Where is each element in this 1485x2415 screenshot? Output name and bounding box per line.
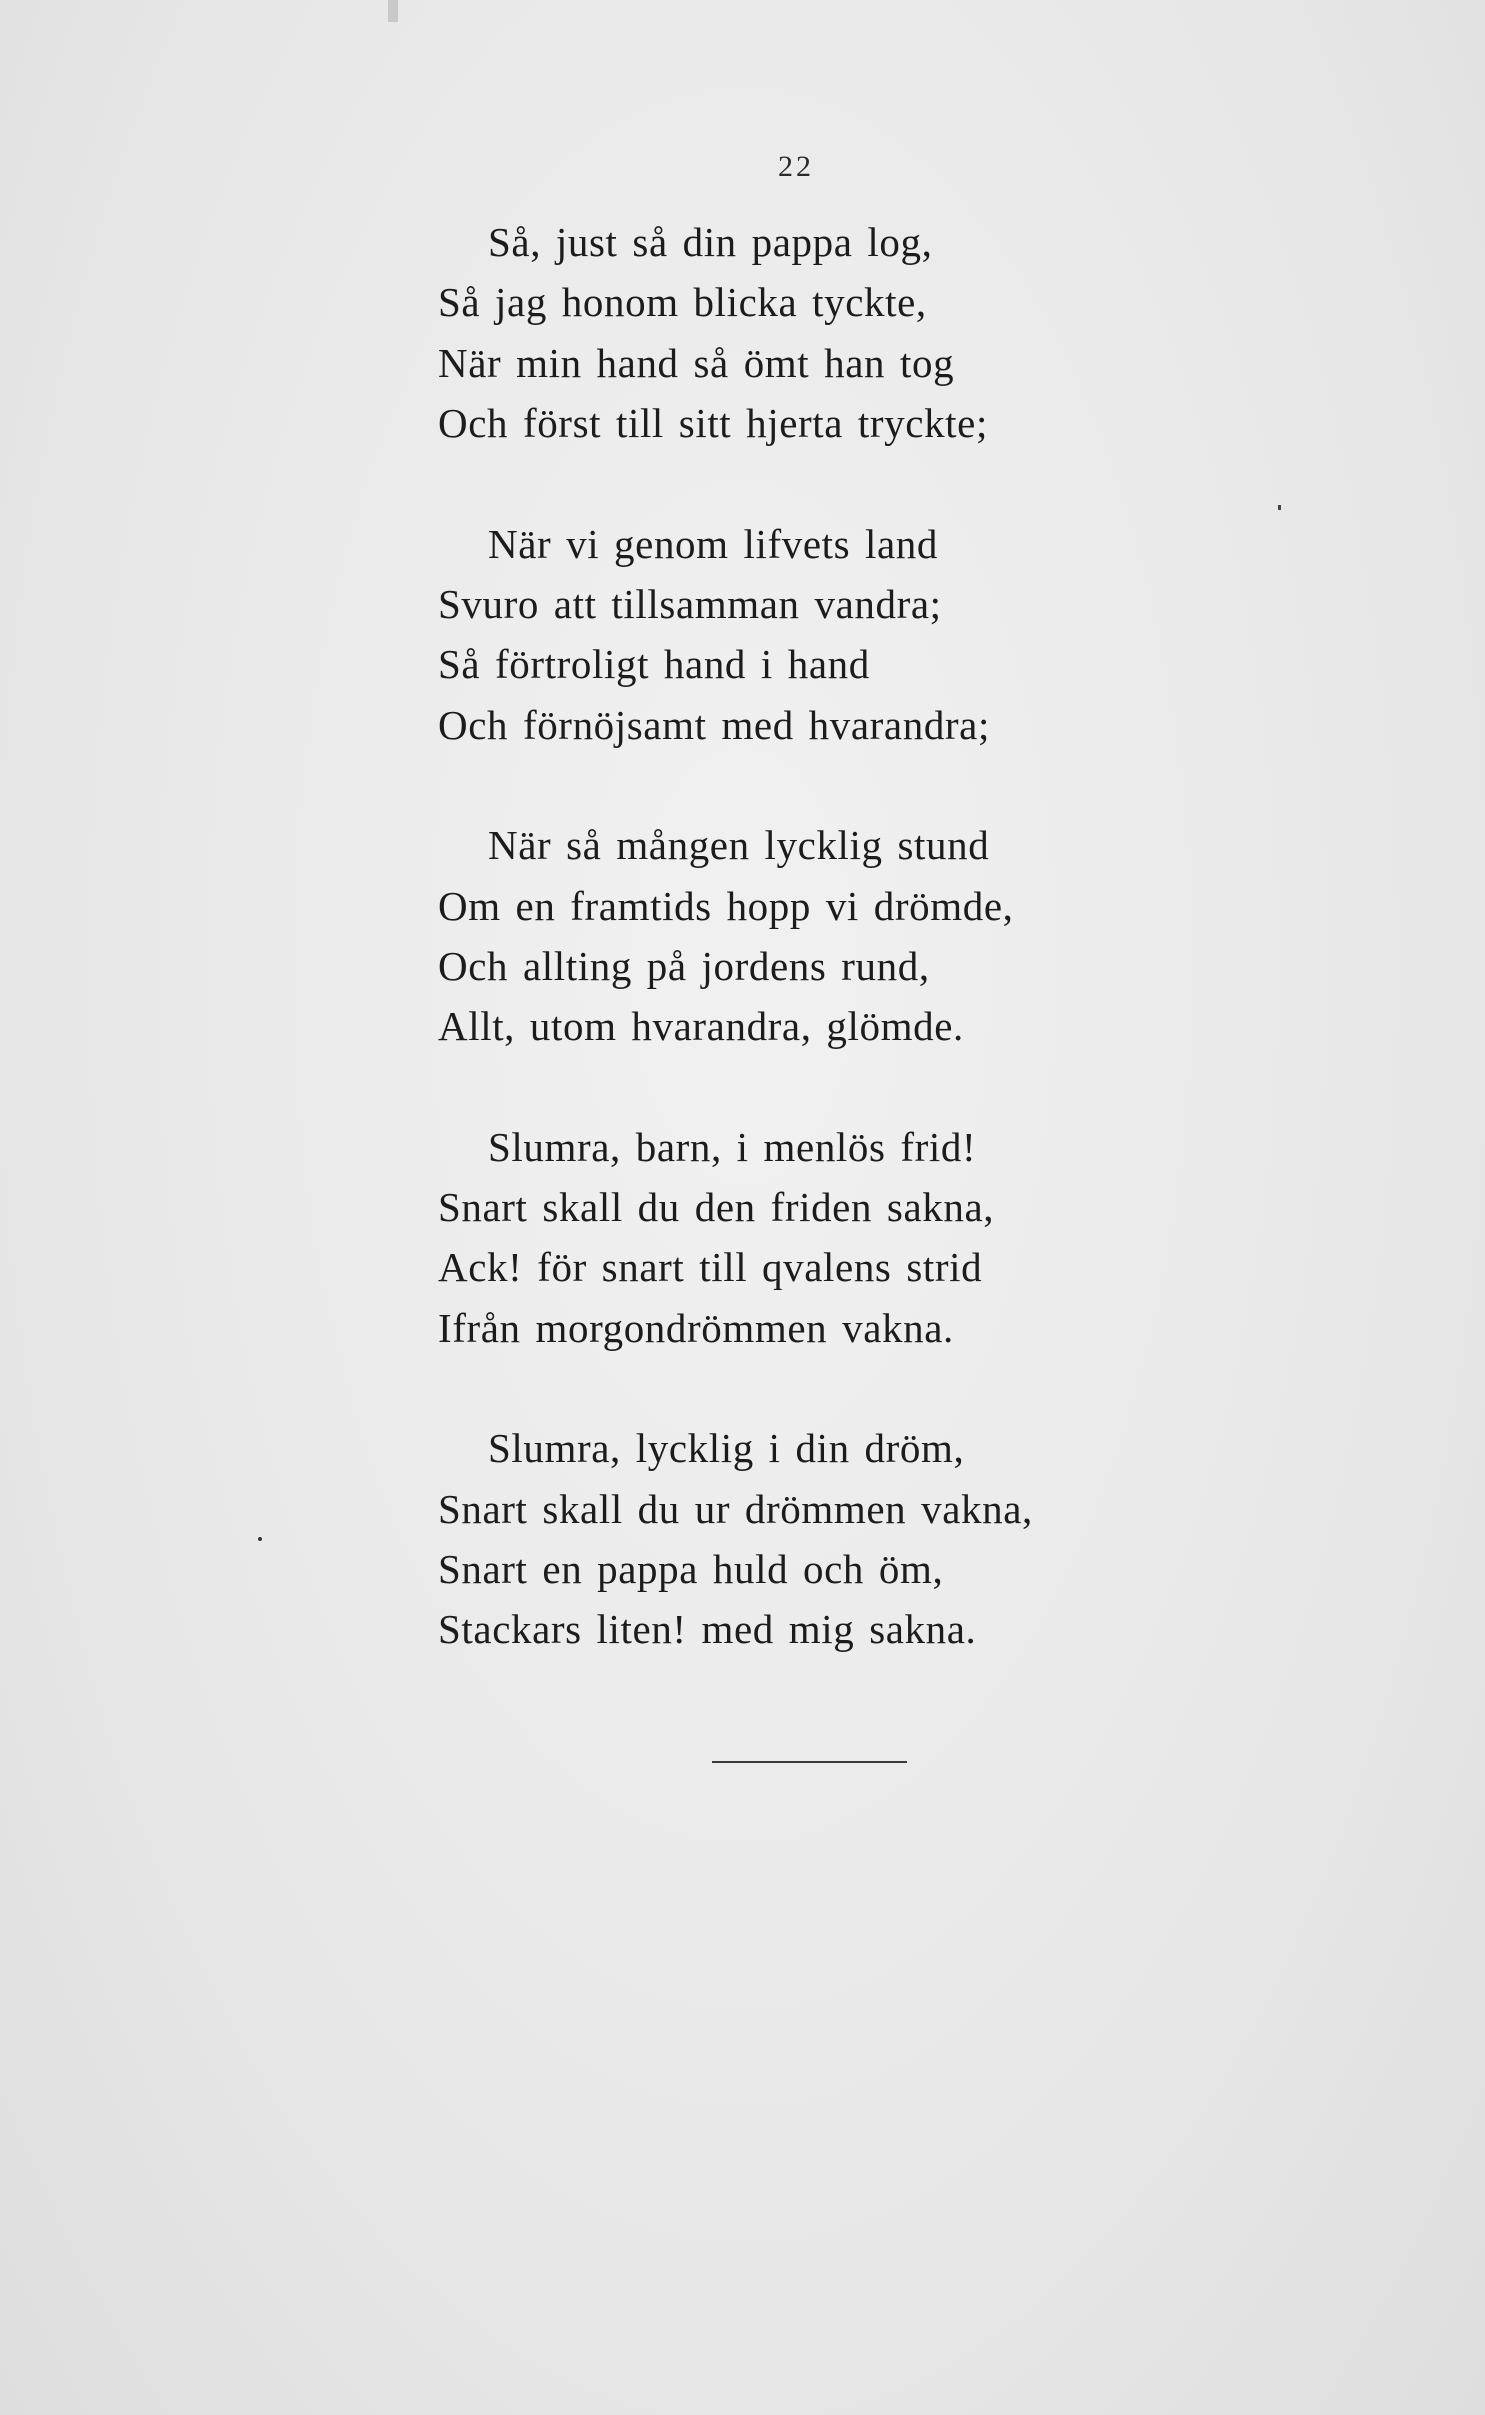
poem-line: Snart skall du den friden sakna, [438, 1184, 995, 1231]
stanza-4 [438, 1117, 1198, 1359]
poem [438, 212, 1198, 1720]
paper-mark [388, 0, 398, 22]
page-number: 22 [778, 150, 814, 183]
poem-line: Och först till sitt hjerta tryckte; [438, 400, 988, 447]
poem-line: Allt, utom hvarandra, glömde. [438, 1003, 964, 1050]
stanza-3 [438, 815, 1198, 1057]
poem-line: Och allting på jordens rund, [438, 942, 930, 989]
poem-line: Om en framtids hopp vi drömde, [438, 882, 1014, 929]
poem-line: När min hand så ömt han tog [438, 339, 955, 386]
poem-line: När så mången lycklig stund [488, 822, 990, 869]
stanza-1 [438, 212, 1198, 454]
poem-line: Ack! för snart till qvalens strid [438, 1244, 983, 1291]
ink-speck [258, 1537, 262, 1541]
poem-line: Stackars liten! med mig sakna. [438, 1606, 977, 1653]
poem-line: Slumra, lycklig i din dröm, [488, 1425, 965, 1472]
poem-line: Och förnöjsamt med hvarandra; [438, 701, 990, 748]
stanza-5 [438, 1418, 1198, 1660]
poem-line: Ifrån morgondrömmen vakna. [438, 1304, 954, 1351]
poem-line: Snart en pappa huld och öm, [438, 1546, 944, 1593]
poem-line: När vi genom lifvets land [488, 520, 939, 567]
poem-line: Så jag honom blicka tyckte, [438, 279, 927, 326]
poem-line: Svuro att tillsamman vandra; [438, 580, 942, 627]
poem-line: Snart skall du ur drömmen vakna, [438, 1485, 1033, 1532]
end-rule [712, 1761, 907, 1763]
stanza-2 [438, 514, 1198, 756]
poem-line: Så förtroligt hand i hand [438, 641, 870, 688]
poem-line: Slumra, barn, i menlös frid! [488, 1123, 977, 1170]
poem-line: Så, just så din pappa log, [488, 219, 933, 265]
ink-speck [1278, 505, 1281, 510]
